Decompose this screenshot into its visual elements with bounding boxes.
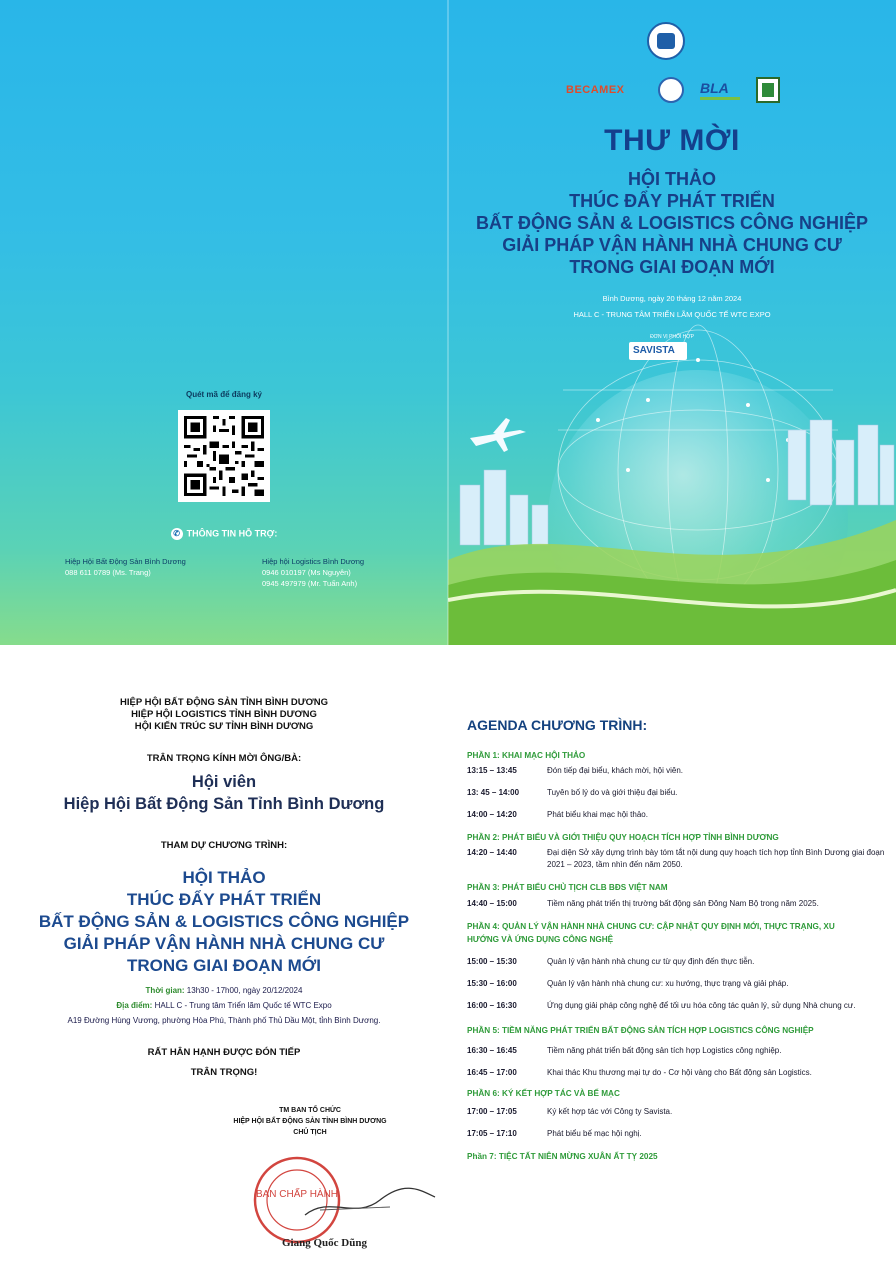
- invite-salutation: TRÂN TRỌNG KÍNH MỜI ÔNG/BÀ:: [146, 753, 302, 764]
- attend-label: THAM DỰ CHƯƠNG TRÌNH:: [160, 840, 288, 851]
- agenda-time: 14:00 – 14:20: [467, 810, 517, 819]
- agenda-time: 17:05 – 17:10: [467, 1129, 517, 1138]
- event-line: GIẢI PHÁP VẬN HÀNH NHÀ CHUNG CƯ: [63, 934, 385, 953]
- cover-title: THƯ MỜI: [604, 124, 740, 157]
- contact-logistics-assoc: [262, 556, 364, 589]
- agenda-time: 15:30 – 16:00: [467, 979, 517, 988]
- agenda-desc: Quản lý vận hành nhà chung cư từ quy định đến thực tiễn.: [547, 957, 755, 966]
- savista-name: SAVISTA: [633, 345, 675, 356]
- agenda-desc: Đón tiếp đại biểu, khách mời, hội viên.: [547, 766, 683, 775]
- subtitle-line: BẤT ĐỘNG SẢN & LOGISTICS CÔNG NGHIỆP: [475, 213, 869, 233]
- signature-icon: [300, 1185, 440, 1225]
- agenda-time: 13:15 – 13:45: [467, 766, 517, 775]
- fold-line: [447, 0, 449, 645]
- agenda-row: [467, 956, 887, 968]
- contact-phone[interactable]: 0946 010197 (Ms Nguyên): [262, 568, 351, 577]
- agenda-row: [467, 1067, 887, 1079]
- event-address: A19 Đường Hùng Vương, phường Hòa Phú, Thành phố Thủ Dầu Một, tỉnh Bình Dương.: [67, 1016, 381, 1025]
- subtitle-line: THÚC ĐẨY PHÁT TRIỂN: [569, 191, 775, 211]
- agenda-row: [467, 1106, 887, 1118]
- sign-line: CHỦ TỊCH: [293, 1129, 327, 1136]
- place-value: HALL C - Trung tâm Triển lãm Quốc tế WTC Expo: [154, 1001, 332, 1010]
- contact-org: Hiệp Hội Bất Động Sản Bình Dương: [65, 557, 186, 566]
- agenda-time: 16:45 – 17:00: [467, 1068, 517, 1077]
- savista-logo: [629, 342, 687, 360]
- agenda-phase-title: PHẦN 4: QUẢN LÝ VẬN HÀNH NHÀ CHUNG CƯ: CẬP NHẬT QUY ĐỊNH MỚI, THỰC TRẠNG, XU HƯỚNG VÀ ỨNG DỤNG CÔNG NGHỆ: [467, 922, 835, 944]
- bla-logo: BLA: [700, 80, 729, 96]
- subtitle-line: TRONG GIAI ĐOẠN MỚI: [569, 257, 775, 277]
- contact-org: Hiệp hội Logistics Bình Dương: [262, 557, 365, 566]
- event-place: [0, 998, 448, 1013]
- time-label: Thời gian:: [145, 986, 185, 995]
- agenda-desc: Ký kết hợp tác với Công ty Savista.: [547, 1107, 673, 1116]
- event-line: TRONG GIAI ĐOẠN MỚI: [127, 956, 321, 975]
- cover-back: [0, 0, 448, 645]
- organizer: HIỆP HỘI BẤT ĐỘNG SẢN TỈNH BÌNH DƯƠNG: [120, 697, 328, 708]
- agenda-phase-title: PHẦN 3: PHÁT BIỂU CHỦ TỊCH CLB BĐS VIỆT NAM: [467, 883, 668, 892]
- association-seal-icon: [658, 77, 684, 103]
- agenda-desc: Khai thác Khu thương mại tự do - Cơ hội vàng cho Bất động sản Logistics.: [547, 1068, 812, 1077]
- coordinator-label: ĐƠN VỊ PHỐI HỢP: [650, 334, 694, 340]
- agenda-title: AGENDA CHƯƠNG TRÌNH:: [467, 717, 648, 733]
- agenda-row: [467, 847, 887, 871]
- support-info-heading: [0, 528, 448, 540]
- signer-name: Giang Quốc Dũng: [282, 1237, 367, 1249]
- time-value: 13h30 - 17h00, ngày 20/12/2024: [186, 986, 303, 995]
- agenda-phase-title: PHẦN 6: KÝ KẾT HỢP TÁC VÀ BẾ MẠC: [467, 1089, 620, 1098]
- qr-code-icon: [184, 416, 264, 496]
- contact-real-estate-assoc: [65, 556, 186, 578]
- agenda-phase-title: Phần 7: TIỆC TẤT NIÊN MỪNG XUÂN ẤT TỴ 2025: [467, 1152, 658, 1161]
- airplane-icon: [470, 418, 526, 452]
- agenda-list: [467, 745, 887, 1163]
- agenda-phase-title: PHẦN 1: KHAI MẠC HỘI THẢO: [467, 751, 586, 760]
- agenda-time: 15:00 – 15:30: [467, 957, 517, 966]
- agenda-time: 16:30 – 16:45: [467, 1046, 517, 1055]
- agenda-row: [467, 809, 887, 821]
- invitation-panel: [0, 645, 448, 1280]
- agenda-time: 14:40 – 15:00: [467, 899, 517, 908]
- sign-line: HIỆP HỘI BẤT ĐỘNG SẢN TỈNH BÌNH DƯƠNG: [233, 1118, 387, 1125]
- agenda-panel: [448, 645, 896, 1280]
- event-title: [0, 867, 448, 977]
- agenda-desc: Ứng dụng giải pháp công nghệ để tối ưu hóa công tác quản lý, sử dụng Nhà chung cư.: [547, 1001, 856, 1010]
- agenda-desc: Tiềm năng phát triển thị trường bất động sản Đông Nam Bộ trong năm 2025.: [547, 899, 819, 908]
- agenda-desc: Phát biểu khai mạc hội thảo.: [547, 810, 648, 819]
- agenda-row: [467, 1045, 887, 1057]
- agenda-time: 14:20 – 14:40: [467, 848, 517, 857]
- guest-line: Hiệp Hội Bất Động Sản Tỉnh Bình Dương: [63, 795, 385, 813]
- organizer: HIỆP HỘI LOGISTICS TỈNH BÌNH DƯƠNG: [131, 709, 317, 720]
- subtitle-line: GIẢI PHÁP VẬN HÀNH NHÀ CHUNG CƯ: [502, 235, 842, 255]
- agenda-row: [467, 1128, 887, 1140]
- binh-duong-emblem-icon: [647, 22, 685, 60]
- closing-lines: [0, 1043, 448, 1083]
- event-line: THÚC ĐẨY PHÁT TRIỂN: [126, 890, 322, 909]
- architects-assoc-logo-icon: [756, 77, 780, 103]
- cover-subtitle: [448, 168, 896, 278]
- agenda-phase-title: PHẦN 2: PHÁT BIỂU VÀ GIỚI THIỆU QUY HOẠCH TÍCH HỢP TỈNH BÌNH DƯƠNG: [467, 833, 779, 842]
- agenda-desc: Quản lý vận hành nhà chung cư: xu hướng, thực trạng và giải pháp.: [547, 979, 789, 988]
- agenda-phase-title: PHẦN 5: TIỀM NĂNG PHÁT TRIỂN BẤT ĐỘNG SẢN TÍCH HỢP LOGISTICS CÔNG NGHIỆP: [467, 1026, 814, 1035]
- stamp-text: BAN CHẤP HÀNH: [255, 1189, 339, 1200]
- event-line: HỘI THẢO: [182, 868, 266, 887]
- phone-icon: ✆: [171, 528, 183, 540]
- cover-venue: HALL C - TRUNG TÂM TRIỂN LÃM QUỐC TẾ WTC EXPO: [573, 310, 771, 319]
- closing-line: TRÂN TRỌNG!: [190, 1067, 258, 1078]
- becamex-logo: BECAMEX: [566, 84, 625, 96]
- cover-date: Bình Dương, ngày 20 tháng 12 năm 2024: [602, 294, 742, 303]
- guest-line: Hội viên: [191, 773, 257, 791]
- agenda-time: 13: 45 – 14:00: [467, 788, 520, 797]
- agenda-desc: Tuyên bố lý do và giới thiệu đại biểu.: [547, 788, 678, 797]
- agenda-desc: Đại diện Sở xây dựng trình bày tóm tắt nội dung quy hoạch tích hợp tỉnh Bình Dương giai đoạn 2021 – 2023, tầm nhìn đến năm 2050.: [547, 848, 885, 869]
- organizer: HỘI KIẾN TRÚC SƯ TỈNH BÌNH DƯƠNG: [134, 721, 314, 732]
- partner-logos: [560, 76, 790, 104]
- qr-label: Quét mã để đăng ký: [185, 390, 263, 399]
- event-line: BẤT ĐỘNG SẢN & LOGISTICS CÔNG NGHIỆP: [38, 912, 410, 931]
- place-label: Địa điểm:: [116, 1001, 153, 1010]
- closing-line: RẤT HÂN HẠNH ĐƯỢC ĐÓN TIẾP: [147, 1047, 301, 1058]
- agenda-row: [467, 765, 887, 777]
- agenda-row: [467, 787, 887, 799]
- guest-name: [0, 771, 448, 815]
- event-details: [0, 983, 448, 1028]
- agenda-row: [467, 978, 887, 990]
- agenda-row: [467, 1000, 887, 1012]
- organizer-list: [0, 697, 448, 733]
- agenda-time: 16:00 – 16:30: [467, 1001, 517, 1010]
- contact-phone[interactable]: 0945 497979 (Mr. Tuấn Anh): [262, 579, 358, 588]
- agenda-desc: Tiềm năng phát triển bất động sản tích hợp Logistics công nghiệp.: [547, 1046, 782, 1055]
- registration-qr-code[interactable]: [178, 410, 270, 502]
- agenda-desc: Phát biểu bế mạc hội nghị.: [547, 1129, 642, 1138]
- support-title: THÔNG TIN HỖ TRỢ:: [186, 528, 278, 539]
- agenda-row: [467, 898, 887, 910]
- sign-line: TM BAN TỔ CHỨC: [279, 1107, 341, 1114]
- signature-block: [230, 1105, 390, 1138]
- agenda-time: 17:00 – 17:05: [467, 1107, 517, 1116]
- subtitle-line: HỘI THẢO: [628, 169, 716, 189]
- contact-phone[interactable]: 088 611 0789 (Ms. Trang): [65, 568, 151, 577]
- event-time: [0, 983, 448, 998]
